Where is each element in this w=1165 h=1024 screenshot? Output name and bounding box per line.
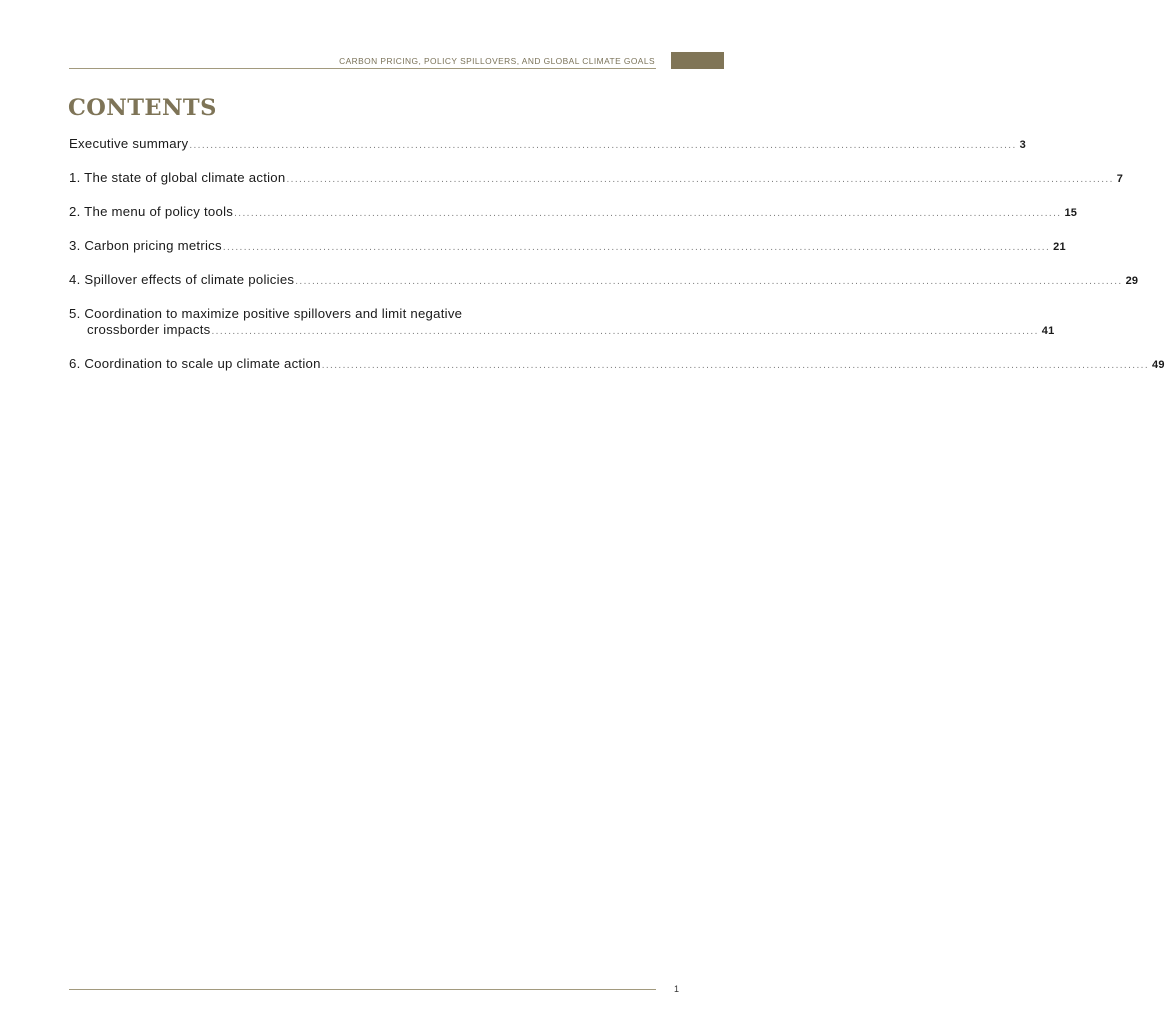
running-header: CARBON PRICING, POLICY SPILLOVERS, AND GLOBAL CLIMATE GOALS: [339, 56, 655, 66]
toc-entry-label: 3. Carbon pricing metrics: [69, 238, 222, 253]
toc-entry-label: 4. Spillover effects of climate policies: [69, 272, 295, 287]
dot-leader: ......................................................................................................................................................................................................: [189, 140, 1017, 151]
dot-leader: ......................................................................................................................................................................................................: [286, 174, 1114, 185]
dot-leader: ......................................................................................................................................................................................................: [211, 326, 1039, 337]
header-tab-block: [671, 52, 724, 69]
page-number: 1: [674, 984, 680, 994]
toc-entry-executive-summary[interactable]: [69, 136, 1026, 154]
toc-entry-chapter-6[interactable]: [69, 356, 1165, 374]
table-of-contents: [69, 136, 1165, 390]
toc-page-number: 21: [1053, 241, 1066, 253]
toc-entry-chapter-2[interactable]: [69, 204, 1078, 222]
dot-leader: ......................................................................................................................................................................................................: [321, 360, 1149, 371]
toc-page-number: 7: [1116, 173, 1124, 185]
footer-rule: [69, 989, 656, 990]
toc-page-number: 29: [1125, 275, 1139, 287]
toc-page-number: 41: [1041, 325, 1055, 337]
header-rule: [69, 68, 656, 69]
toc-entry-label-continued: crossborder impacts: [87, 322, 211, 337]
toc-entry-label: Executive summary: [69, 136, 189, 151]
toc-entry-label: 6. Coordination to scale up climate action: [69, 356, 321, 371]
toc-entry-label: 5. Coordination to maximize positive spillovers and limit negative: [69, 306, 463, 321]
toc-entry-chapter-3[interactable]: [69, 238, 1066, 256]
dot-leader: ......................................................................................................................................................................................................: [295, 276, 1123, 287]
toc-entry-chapter-4[interactable]: [69, 272, 1139, 290]
toc-page-number: 49: [1152, 359, 1165, 371]
dot-leader: ......................................................................................................................................................................................................: [222, 242, 1051, 253]
dot-leader: ......................................................................................................................................................................................................: [234, 208, 1062, 219]
toc-page-number: 15: [1064, 207, 1078, 219]
toc-entry-chapter-1[interactable]: [69, 170, 1124, 188]
toc-entry-chapter-5[interactable]: [69, 306, 1055, 340]
toc-entry-label: 1. The state of global climate action: [69, 170, 286, 185]
toc-page-number: 3: [1019, 139, 1026, 151]
toc-entry-label: 2. The menu of policy tools: [69, 204, 234, 219]
contents-title: CONTENTS: [68, 95, 217, 121]
